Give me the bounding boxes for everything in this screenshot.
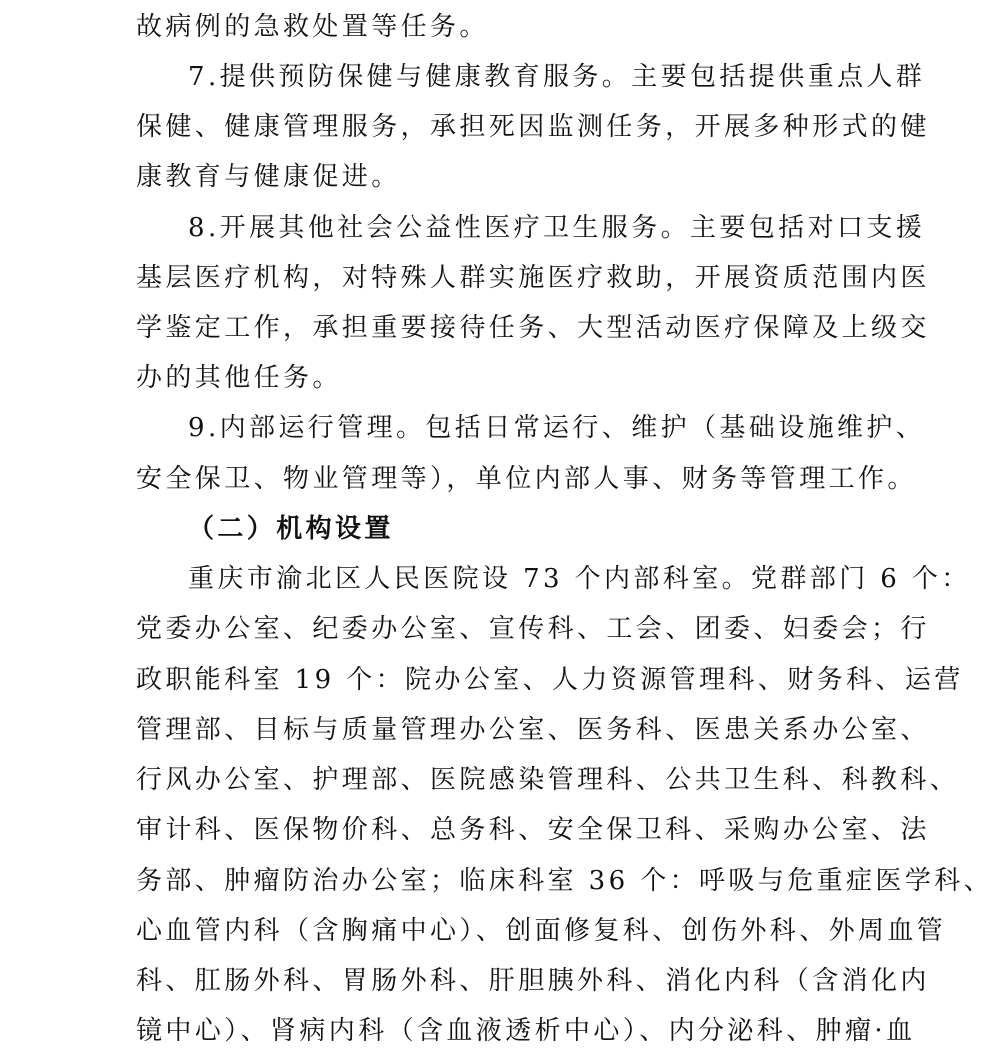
section-heading: （二）机构设置 bbox=[188, 514, 394, 544]
text-line: 办的其他任务。 bbox=[136, 363, 342, 393]
paragraph-item-8: 8.开展其他社会公益性医疗卫生服务。主要包括对口支援 bbox=[188, 213, 926, 243]
text-line: 故病例的急救处置等任务。 bbox=[136, 12, 489, 42]
paragraph-structure: 重庆市渝北区人民医院设 73 个内部科室。党群部门 6 个： bbox=[188, 564, 971, 594]
text-line: 管理部、目标与质量管理办公室、医务科、医患关系办公室、 bbox=[136, 715, 930, 745]
text-line: 心血管内科（含胸痛中心）、创面修复科、创伤外科、外周血管 bbox=[136, 916, 947, 946]
text-line: 保健、健康管理服务，承担死因监测任务，开展多种形式的健 bbox=[136, 112, 930, 142]
text-line: 党委办公室、纪委办公室、宣传科、工会、团委、妇委会；行 bbox=[136, 614, 930, 644]
text-line: 审计科、医保物价科、总务科、安全保卫科、采购办公室、法 bbox=[136, 815, 930, 845]
text-line: 行风办公室、护理部、医院感染管理科、公共卫生科、科教科、 bbox=[136, 765, 960, 795]
text-line: 政职能科室 19 个：院办公室、人力资源管理科、财务科、运营 bbox=[136, 665, 964, 695]
text-line: 学鉴定工作，承担重要接待任务、大型活动医疗保障及上级交 bbox=[136, 313, 930, 343]
paragraph-item-7: 7.提供预防保健与健康教育服务。主要包括提供重点人群 bbox=[188, 62, 926, 92]
paragraph-item-9: 9.内部运行管理。包括日常运行、维护（基础设施维护、 bbox=[188, 413, 926, 443]
text-line: 安全保卫、物业管理等），单位内部人事、财务等管理工作。 bbox=[136, 464, 917, 494]
text-line: 科、肛肠外科、胃肠外科、肝胆胰外科、消化内科（含消化内 bbox=[136, 966, 930, 996]
text-line: 务部、肿瘤防治办公室；临床科室 36 个：呼吸与危重症医学科、 bbox=[136, 866, 994, 896]
text-line: 康教育与健康促进。 bbox=[136, 162, 401, 192]
text-line: 镜中心）、肾病内科（含血液透析中心）、内分泌科、肿瘤·血 bbox=[136, 1016, 916, 1046]
text-line: 基层医疗机构，对特殊人群实施医疗救助，开展资质范围内医 bbox=[136, 263, 930, 293]
